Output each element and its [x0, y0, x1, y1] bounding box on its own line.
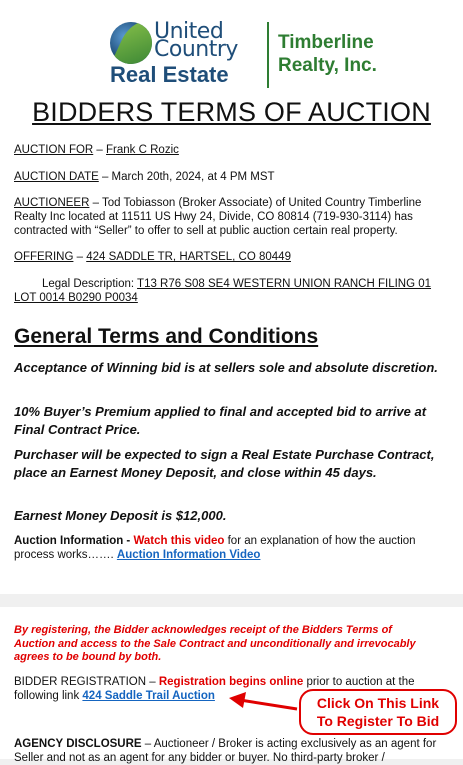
offering-line — [14, 250, 439, 264]
agency-label: AGENCY DISCLOSURE — [14, 738, 142, 750]
callout-line-2: To Register To Bid — [316, 713, 440, 729]
offering-value: 424 SADDLE TR, HARTSEL, CO 80449 — [86, 251, 291, 263]
auction-for-label: AUCTION FOR — [14, 144, 94, 156]
legal-description — [14, 277, 439, 305]
auction-info-video-link[interactable]: Auction Information Video — [116, 549, 261, 561]
term-item: Earnest Money Deposit is $12,000. — [14, 508, 227, 523]
page-title: BIDDERS TERMS OF AUCTION — [32, 97, 431, 127]
bidder-registration-label: BIDDER REGISTRATION – — [14, 676, 159, 688]
logo-timberline: Timberline — [278, 32, 374, 53]
registration-highlight: Registration begins online — [158, 676, 304, 688]
auction-info-text: for an explanation of how the auction process works……. — [14, 535, 416, 561]
logo-united: United — [154, 19, 224, 44]
term-item: Acceptance of Winning bid is at sellers sole and absolute discretion. — [14, 360, 438, 375]
offering-label: OFFERING — [14, 251, 74, 263]
auction-date-line — [14, 170, 439, 184]
auction-date-label: AUCTION DATE — [14, 171, 99, 183]
company-logo — [110, 19, 385, 90]
auctioneer-line — [14, 196, 439, 238]
registration-notice: By registering, the Bidder acknowledges receipt of the Bidders Terms of Auction and access to the Sale Contract and unconditionally and irrevocably agrees to be bound by both. — [14, 624, 416, 663]
auctioneer-label: AUCTIONEER — [14, 197, 90, 209]
auctioneer-value: – Tod Tobiasson (Broker Associate) of United Country Timberline Realty Inc located at 11511 US Hwy 24, Divide, CO 80814 (719-930-3114) has contracted with “Seller” to offer to sell at public auction certain real property. — [14, 197, 422, 237]
logo-country: Country — [154, 37, 238, 62]
logo-divider — [267, 22, 269, 88]
term-item: Purchaser will be expected to sign a Real Estate Purchase Contract, place an Earnest Money Deposit, and close within 45 days. — [14, 447, 435, 480]
auction-for-value: Frank C Rozic — [106, 144, 179, 156]
callout-line-1: Click On This Link — [316, 695, 440, 711]
auction-info-label: Auction Information - — [14, 535, 134, 547]
agency-text: – Auctioneer / Broker is acting exclusively as an agent for Seller and not as an agent for any bidder or buyer. No third-party broker / — [14, 738, 437, 764]
auction-for-line — [14, 143, 439, 157]
auction-for-sep: – — [93, 144, 107, 156]
logo-real-estate: Real Estate — [110, 62, 229, 87]
auction-info-line — [14, 534, 444, 562]
register-callout — [299, 689, 457, 735]
watch-video-link[interactable]: Watch this video — [133, 535, 225, 547]
bidder-registration-text: prior to auction at the following link — [14, 676, 415, 702]
agency-disclosure — [14, 737, 444, 765]
general-terms-heading: General Terms and Conditions — [14, 325, 319, 348]
legal-value: T13 R76 S08 SE4 WESTERN UNION RANCH FILING 01 LOT 0014 B0290 P0034 — [14, 278, 432, 304]
offering-sep: – — [73, 251, 87, 263]
saddle-trail-auction-link[interactable]: 424 Saddle Trail Auction — [82, 690, 215, 702]
globe-leaf-icon — [110, 22, 152, 64]
logo-realty: Realty, Inc. — [278, 55, 377, 76]
auction-date-value: – March 20th, 2024, at 4 PM MST — [98, 171, 275, 183]
term-item: 10% Buyer’s Premium applied to final and accepted bid to arrive at Final Contract Price. — [14, 404, 427, 437]
registration-card — [0, 607, 463, 764]
legal-label: Legal Description: — [42, 278, 138, 290]
